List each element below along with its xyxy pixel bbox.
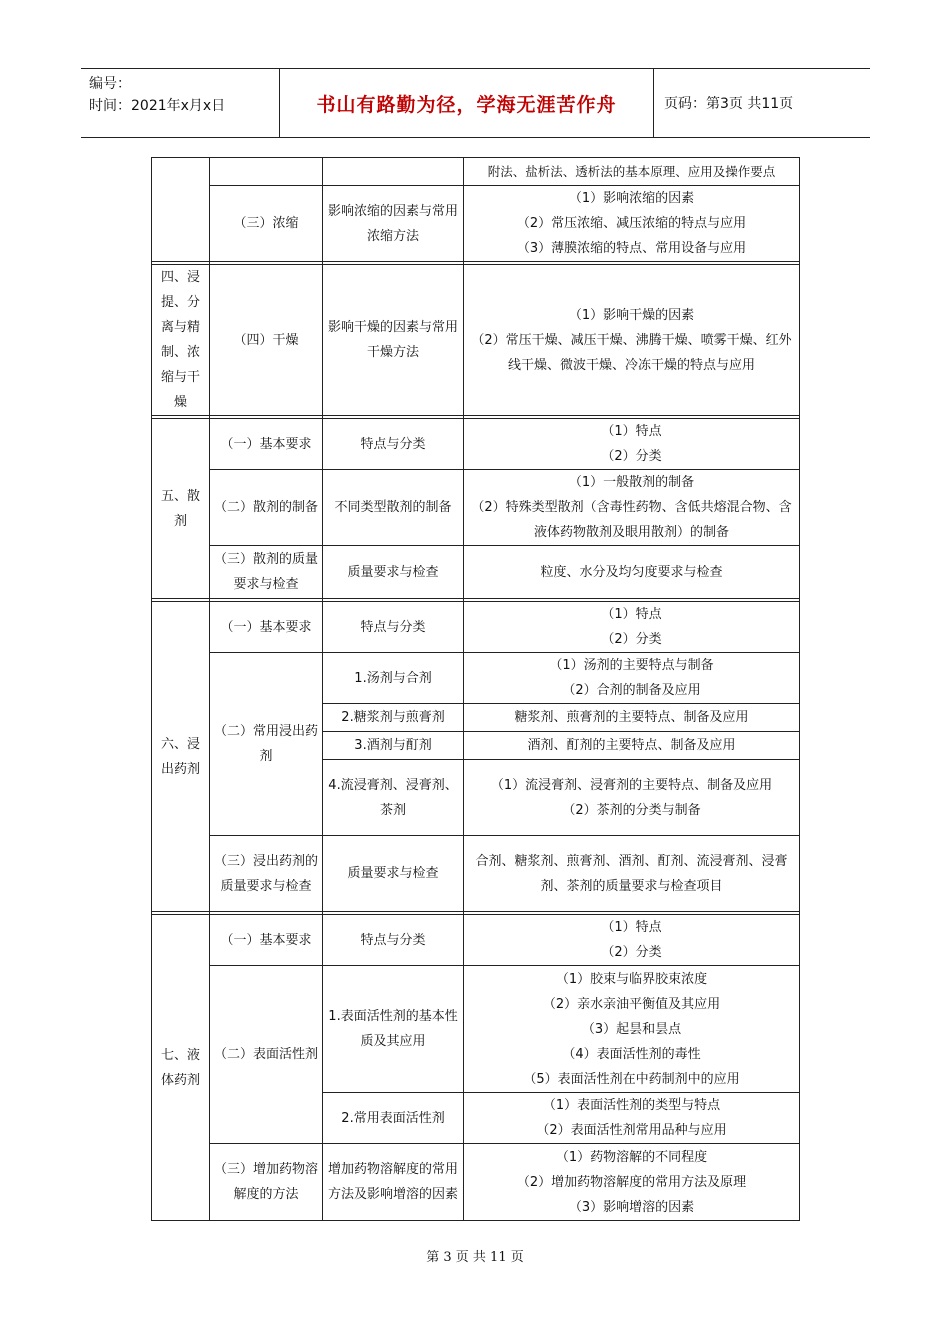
content-line: （2）表面活性剂常用品种与应用	[536, 1123, 727, 1138]
table-row	[152, 836, 800, 912]
content-cell: 附法、盐析法、透析法的基本原理、应用及操作要点	[464, 158, 800, 186]
number-label: 编号：	[89, 76, 131, 92]
content-line: （1）一般散剂的制备	[568, 475, 695, 490]
page-header	[81, 68, 870, 138]
subtopic-cell: 2.常用表面活性剂	[323, 1093, 464, 1144]
section-cell: 五、散剂	[152, 419, 210, 599]
content-line: （2）分类	[601, 449, 662, 464]
content-line: （4）表面活性剂的毒性	[562, 1046, 701, 1062]
subtopic-cell: 质量要求与检查	[323, 836, 464, 912]
topic-cell: （二）表面活性剂	[210, 966, 323, 1144]
content-line: （2）增加药物溶解度的常用方法及原理	[516, 1174, 747, 1190]
content-line: （1）特点	[601, 607, 662, 622]
content-line: （2）常压干燥、减压干燥、沸腾干燥、喷雾干燥、红外线干燥、微波干燥、冷冻干燥的特点与应用	[471, 332, 792, 373]
content-line: （1）特点	[601, 920, 662, 935]
table-row	[152, 602, 800, 653]
subtopic-cell: 增加药物溶解度的常用方法及影响增溶的因素	[323, 1144, 464, 1221]
subtopic-cell: 特点与分类	[323, 602, 464, 653]
content-cell	[464, 653, 800, 704]
content-line: （1）影响浓缩的因素	[568, 191, 695, 206]
content-line: （2）分类	[601, 945, 662, 960]
content-line: （1）药物溶解的不同程度	[555, 1149, 708, 1165]
subtopic-cell: 4.流浸膏剂、浸膏剂、茶剂	[323, 760, 464, 836]
content-cell	[464, 760, 800, 836]
content-cell	[464, 265, 800, 416]
topic-cell: （四）干燥	[210, 265, 323, 416]
subtopic-cell: 特点与分类	[323, 419, 464, 470]
section-cell	[152, 158, 210, 262]
subtopic-cell: 2.糖浆剂与煎膏剂	[323, 704, 464, 732]
section-cell: 四、浸提、分离与精制、浓缩与干燥	[152, 265, 210, 416]
page-footer: 第 3 页 共 11 页	[426, 1250, 524, 1265]
table-row	[152, 1144, 800, 1221]
content-cell: 粒度、水分及均匀度要求与检查	[464, 546, 800, 599]
section-cell: 七、液体药剂	[152, 915, 210, 1221]
content-line: （2）常压浓缩、减压浓缩的特点与应用	[516, 216, 747, 231]
topic-cell	[210, 158, 323, 186]
content-line: （1）流浸膏剂、浸膏剂的主要特点、制备及应用	[490, 777, 773, 793]
subtopic-cell: 质量要求与检查	[323, 546, 464, 599]
content-cell: 糖浆剂、煎膏剂的主要特点、制备及应用	[464, 704, 800, 732]
subtopic-cell: 1.汤剂与合剂	[323, 653, 464, 704]
content-line: （1）特点	[601, 424, 662, 439]
content-cell: 酒剂、酊剂的主要特点、制备及应用	[464, 732, 800, 760]
topic-cell: （一）基本要求	[210, 419, 323, 470]
content-line: （5）表面活性剂在中药制剂中的应用	[523, 1071, 740, 1087]
table-row	[152, 419, 800, 470]
table-row	[152, 915, 800, 966]
content-line: （1）表面活性剂的类型与特点	[542, 1098, 721, 1113]
content-cell	[464, 419, 800, 470]
content-cell	[464, 186, 800, 262]
table-row	[152, 546, 800, 599]
subtopic-cell: 3.酒剂与酊剂	[323, 732, 464, 760]
topic-cell: （一）基本要求	[210, 602, 323, 653]
content-line: （1）胶束与临界胶束浓度	[555, 971, 708, 987]
content-line: （2）亲水亲油平衡值及其应用	[542, 996, 721, 1012]
table-row	[152, 265, 800, 416]
table-row	[152, 186, 800, 262]
content-cell	[464, 966, 800, 1093]
table-row	[152, 653, 800, 704]
syllabus-table	[151, 157, 800, 1221]
time-label: 时间：2021年x月x日	[89, 98, 226, 114]
topic-cell: （二）常用浸出药剂	[210, 653, 323, 836]
subtopic-cell: 特点与分类	[323, 915, 464, 966]
motto: 书山有路勤为径，学海无涯苦作舟	[280, 69, 654, 137]
topic-cell: （三）增加药物溶解度的方法	[210, 1144, 323, 1221]
content-line: （1）影响干燥的因素	[568, 307, 695, 323]
subtopic-cell	[323, 158, 464, 186]
content-line: （2）分类	[601, 632, 662, 647]
topic-cell: （三）散剂的质量要求与检查	[210, 546, 323, 599]
content-cell	[464, 470, 800, 546]
content-line: （1）汤剂的主要特点与制备	[549, 658, 714, 673]
content-line: （3）影响增溶的因素	[568, 1199, 695, 1215]
header-info	[81, 69, 280, 137]
topic-cell: （一）基本要求	[210, 915, 323, 966]
content-cell	[464, 1093, 800, 1144]
content-line: （3）薄膜浓缩的特点、常用设备与应用	[516, 241, 747, 256]
subtopic-cell: 影响浓缩的因素与常用浓缩方法	[323, 186, 464, 262]
subtopic-cell: 1.表面活性剂的基本性质及其应用	[323, 966, 464, 1093]
content-cell: 合剂、糖浆剂、煎膏剂、酒剂、酊剂、流浸膏剂、浸膏剂、茶剂的质量要求与检查项目	[464, 836, 800, 912]
topic-cell: （二）散剂的制备	[210, 470, 323, 546]
content-line: （2）合剂的制备及应用	[562, 683, 701, 698]
subtopic-cell: 不同类型散剂的制备	[323, 470, 464, 546]
section-cell: 六、浸出药剂	[152, 602, 210, 912]
content-line: （2）特殊类型散剂（含毒性药物、含低共熔混合物、含液体药物散剂及眼用散剂）的制备	[471, 500, 792, 540]
topic-cell: （三）浓缩	[210, 186, 323, 262]
table-row	[152, 470, 800, 546]
subtopic-cell: 影响干燥的因素与常用干燥方法	[323, 265, 464, 416]
content-cell	[464, 602, 800, 653]
table-row	[152, 966, 800, 1093]
page-label: 页码：第3页 共11页	[664, 96, 794, 112]
content-cell	[464, 915, 800, 966]
topic-cell: （三）浸出药剂的质量要求与检查	[210, 836, 323, 912]
table-row	[152, 158, 800, 186]
content-cell	[464, 1144, 800, 1221]
content-line: （3）起昙和昙点	[581, 1021, 682, 1037]
content-line: （2）茶剂的分类与制备	[562, 802, 701, 818]
